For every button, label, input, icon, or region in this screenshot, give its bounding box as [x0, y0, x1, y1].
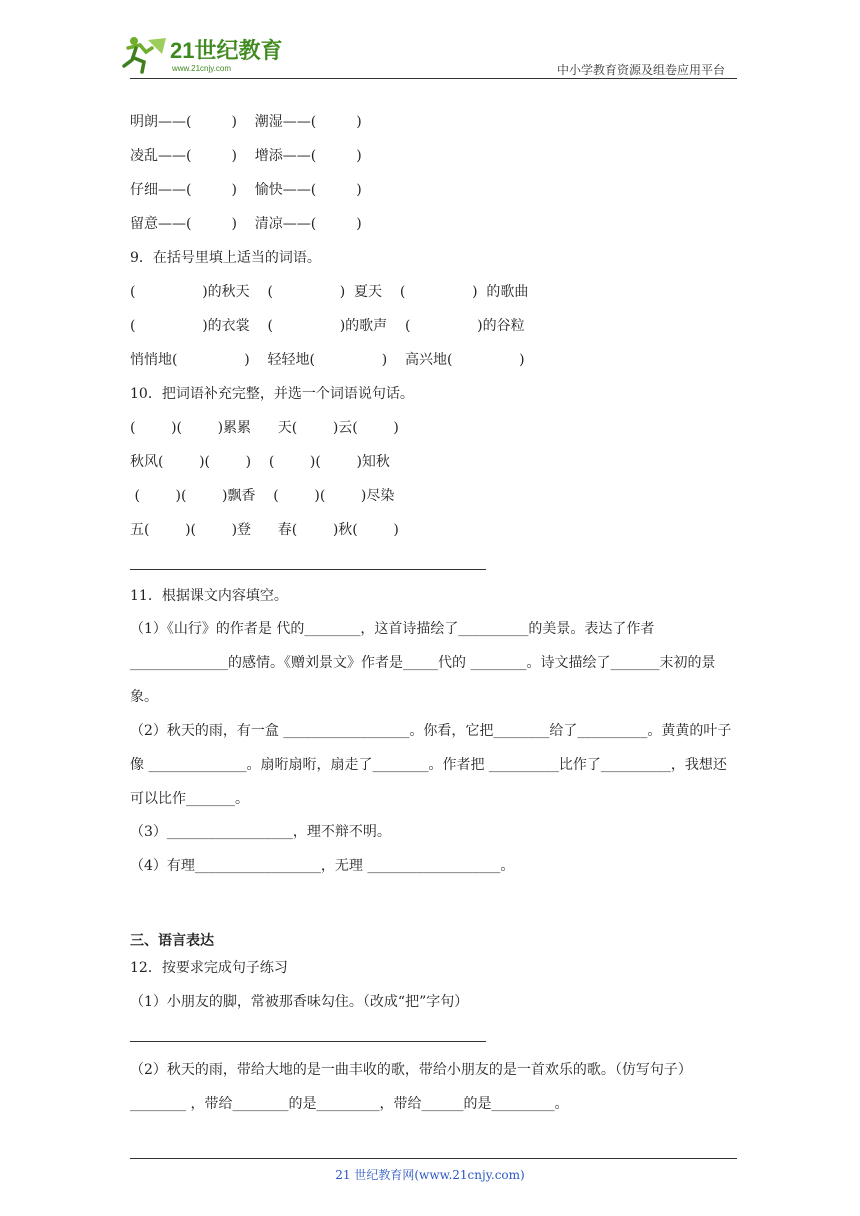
page-header: [0, 0, 860, 80]
q11-part1: （1）《山行》的作者是 代的________，这首诗描绘了__________的美景。表达了作者______________的感情。《赠刘景文》作者是_____代的 ________。诗文描绘了_______末初的景象。: [130, 621, 716, 705]
runner-icon: [124, 37, 166, 72]
q9-row: ( )的秋天 ( ) 夏天 ( ) 的歌曲: [130, 284, 529, 300]
q11-part3: （3）__________________，理不辩不明。: [130, 824, 391, 840]
q10-row: 秋风( )( ) ( )( )知秋: [130, 454, 390, 470]
q9-row: 悄悄地( ) 轻轻地( ) 高兴地( ): [130, 352, 525, 368]
section-heading: 三、语言表达: [130, 933, 214, 949]
q12-sentence2-answer: ________ ，带给________的是_________，带给______的是_________。: [130, 1096, 569, 1112]
logo-21cnjy: [122, 32, 292, 76]
q11-part2: （2）秋天的雨，有一盒 __________________。你看，它把________给了__________。黄黄的叶子像 ______________。扇哘扇哘，扇走了________。作者把 __________比作了__________，我想还可以比作_______。: [130, 723, 732, 807]
q12-sentence2: （2）秋天的雨，带给大地的是一曲丰收的歌，带给小朋友的是一首欢乐的歌。（仿写句子）: [130, 1062, 692, 1078]
q11-title: 11．根据课文内容填空。: [130, 588, 288, 604]
q8-row: 留意——( ) 清凉——( ): [130, 216, 362, 232]
q11-part4: （4）有理__________________，无理 ___________________。: [130, 858, 515, 874]
q9-row: ( )的衣裳 ( )的歌声 ( )的谷粒: [130, 318, 525, 334]
logo-url: www.21cnjy.com: [172, 64, 231, 73]
q12-answer-line[interactable]: [130, 1041, 486, 1042]
q10-row: ( )( )累累 天( )云( ): [130, 420, 399, 436]
q8-row: 明朗——( ) 潮湿——( ): [130, 114, 362, 130]
footer-divider: [130, 1158, 737, 1159]
q8-row: 仔细——( ) 愉快——( ): [130, 182, 362, 198]
q10-title: 10．把词语补充完整，并选一个词语说句话。: [130, 386, 414, 402]
header-divider: [130, 78, 737, 79]
footer-link[interactable]: 21 世纪教育网(www.21cnjy.com): [335, 1168, 525, 1182]
q9-title: 9．在括号里填上适当的词语。: [130, 250, 321, 266]
q10-row: ( )( )飘香 ( )( )尽染: [130, 488, 395, 504]
q10-answer-line[interactable]: [130, 569, 486, 570]
q12-title: 12．按要求完成句子练习: [130, 960, 288, 976]
q8-row: 凌乱——( ) 增添——( ): [130, 148, 362, 164]
logo-text: 21世纪教育: [170, 38, 283, 63]
q12-sentence1: （1）小朋友的脚，常被那香味勾住。（改成“把”字句）: [130, 994, 469, 1010]
q10-row: 五( )( )登 春( )秋( ): [130, 522, 399, 538]
header-platform-label: 中小学教育资源及组卷应用平台: [556, 63, 725, 77]
